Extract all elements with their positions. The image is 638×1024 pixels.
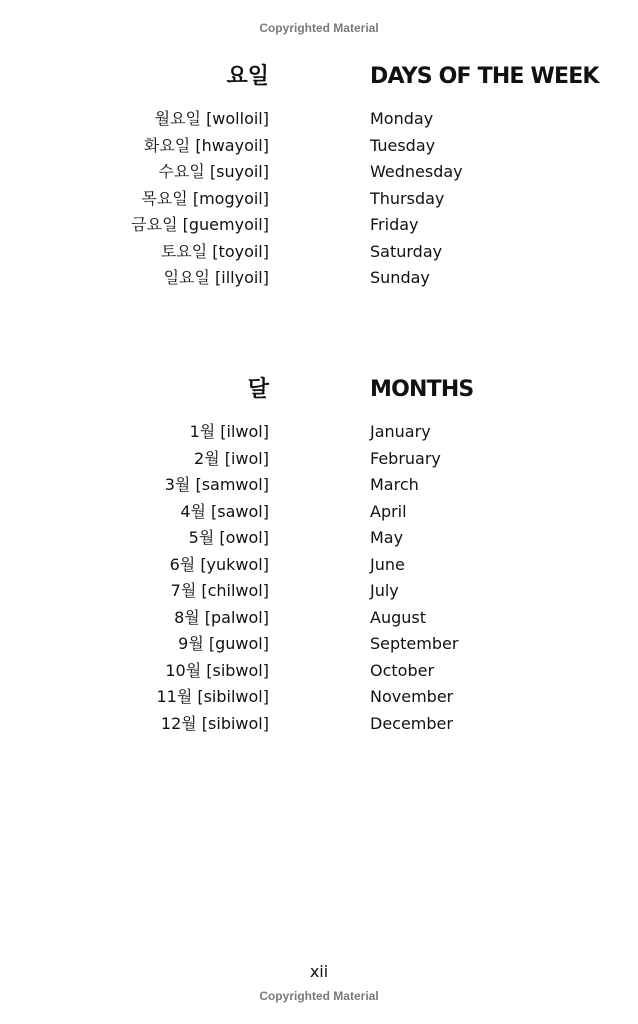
- korean-term: 11월 [sibilwol]: [156, 687, 269, 706]
- english-term: November: [370, 687, 454, 706]
- vocab-row: [0, 239, 638, 266]
- korean-term: 토요일 [toyoil]: [160, 241, 269, 261]
- english-term: March: [370, 475, 419, 494]
- vocab-row: [0, 446, 638, 473]
- days-heading-english: DAYS OF THE WEEK: [370, 64, 599, 89]
- vocab-row: [0, 552, 638, 579]
- copyright-watermark-top: Copyrighted Material: [259, 21, 379, 35]
- korean-term: 8월 [palwol]: [174, 607, 269, 627]
- korean-term: 2월 [iwol]: [194, 448, 269, 468]
- days-heading-row: [0, 62, 638, 92]
- english-term: April: [370, 501, 407, 521]
- days-of-week-section: [0, 62, 638, 292]
- korean-term: 7월 [chilwol]: [170, 581, 269, 600]
- months-section: [0, 375, 638, 737]
- korean-term: 10월 [sibwol]: [165, 660, 269, 680]
- vocab-row: [0, 419, 638, 446]
- vocab-row: [0, 684, 638, 711]
- english-term: August: [370, 607, 426, 627]
- vocab-row: [0, 265, 638, 292]
- korean-term: 6월 [yukwol]: [169, 554, 269, 574]
- english-term: July: [370, 581, 399, 600]
- days-list: [0, 106, 638, 292]
- korean-term: 1월 [ilwol]: [189, 422, 269, 441]
- korean-term: 월요일 [wolloil]: [154, 109, 269, 128]
- english-term: January: [370, 422, 431, 441]
- vocab-row: [0, 133, 638, 160]
- korean-term: 수요일 [suyoil]: [158, 162, 269, 181]
- vocab-row: [0, 159, 638, 186]
- korean-term: 목요일 [mogyoil]: [141, 188, 269, 208]
- korean-term: 4월 [sawol]: [180, 501, 269, 521]
- vocab-row: [0, 711, 638, 738]
- english-term: Monday: [370, 109, 434, 128]
- english-term: Thursday: [370, 188, 445, 208]
- vocab-row: [0, 658, 638, 685]
- days-heading-korean: 요일: [226, 64, 269, 89]
- vocab-row: [0, 578, 638, 605]
- months-heading-korean: 달: [247, 377, 269, 402]
- korean-term: 일요일 [illyoil]: [163, 268, 269, 287]
- vocab-row: [0, 472, 638, 499]
- english-term: October: [370, 660, 435, 680]
- months-heading-row: [0, 375, 638, 405]
- page-number: xii: [309, 962, 329, 981]
- english-term: September: [370, 634, 459, 653]
- english-term: May: [370, 528, 404, 547]
- english-term: June: [370, 554, 405, 574]
- vocab-row: [0, 186, 638, 213]
- korean-term: 3월 [samwol]: [164, 475, 269, 494]
- months-list: [0, 419, 638, 737]
- korean-term: 12월 [sibiwol]: [160, 713, 269, 733]
- copyright-watermark-bottom: Copyrighted Material: [259, 989, 379, 1003]
- korean-term: 금요일 [guemyoil]: [131, 215, 269, 234]
- english-term: February: [370, 448, 441, 468]
- vocab-row: [0, 631, 638, 658]
- english-term: December: [370, 713, 453, 733]
- korean-term: 5월 [owol]: [188, 528, 269, 547]
- english-term: Saturday: [370, 241, 443, 261]
- vocab-row: [0, 525, 638, 552]
- vocab-row: [0, 106, 638, 133]
- english-term: Friday: [370, 215, 419, 234]
- korean-term: 화요일 [hwayoil]: [143, 135, 269, 155]
- korean-term: 9월 [guwol]: [178, 634, 269, 653]
- vocab-row: [0, 605, 638, 632]
- months-heading-english: MONTHS: [370, 377, 474, 402]
- english-term: Tuesday: [370, 135, 436, 155]
- english-term: Wednesday: [370, 162, 463, 181]
- vocab-row: [0, 499, 638, 526]
- vocab-row: [0, 212, 638, 239]
- english-term: Sunday: [370, 268, 430, 287]
